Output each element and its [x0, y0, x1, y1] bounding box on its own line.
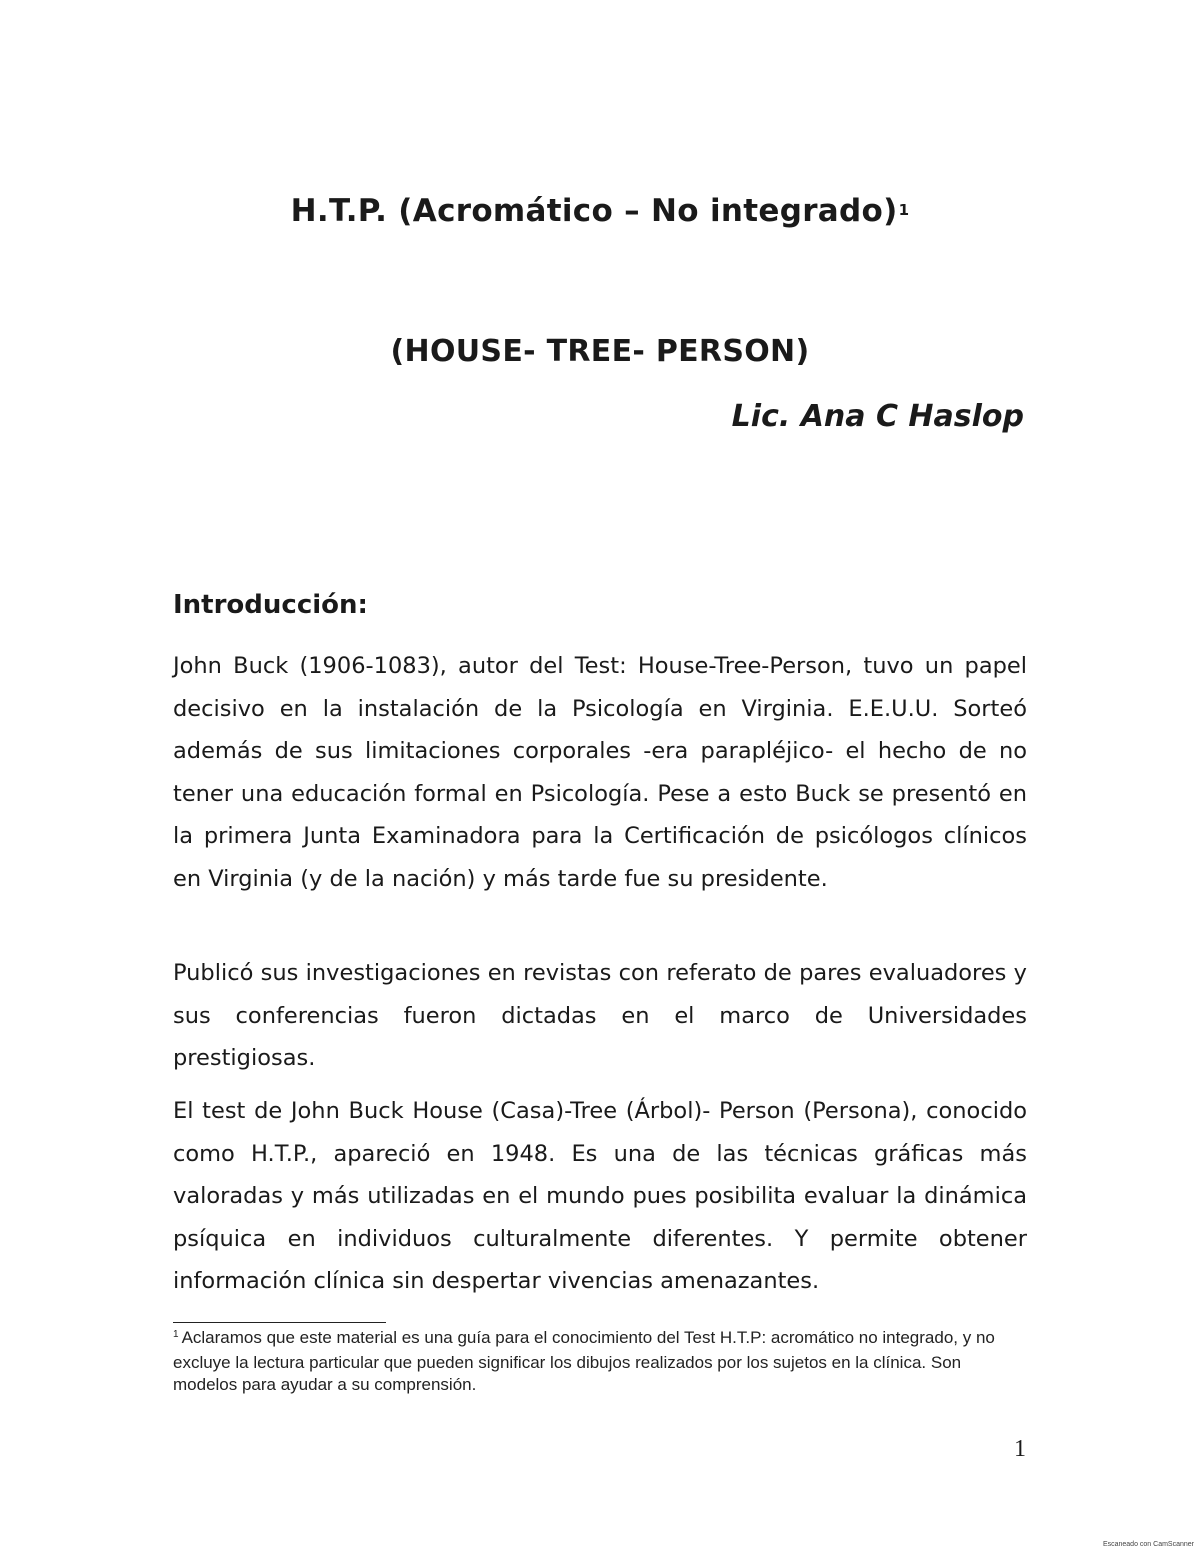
body-paragraph: John Buck (1906-1083), autor del Test: House-Tree-Person, tuvo un papel decisivo en la instalación de la Psicología en Virginia. E.E.U.U. Sorteó además de sus limitaciones corporales -era parapléjico- el hecho de no tener una educación formal en Psicología. Pese a esto Buck se presentó en la primera Junta Examinadora para la Certificación de psicólogos clínicos en Virginia (y de la nación) y más tarde fue su presidente.	[173, 653, 1027, 892]
footnote-separator	[173, 1322, 386, 1323]
scanner-watermark: Escaneado con CamScanner	[1102, 1541, 1194, 1548]
document-subtitle: (HOUSE- TREE- PERSON)	[390, 334, 810, 369]
body-paragraph: El test de John Buck House (Casa)-Tree (Árbol)- Person (Persona), conocido como H.T.P., apareció en 1948. Es una de las técnicas gráficas más valoradas y más utilizadas en el mundo pues posibilita evaluar la dinámica psíquica en individuos culturalmente diferentes. Y permite obtener información clínica sin despertar vivencias amenazantes.	[173, 1098, 1027, 1295]
footnote-mark: 1	[173, 1329, 179, 1340]
footnote	[173, 1327, 1003, 1396]
document-title	[0, 193, 1200, 229]
title-footnote-ref[interactable]: 1	[898, 201, 910, 219]
footnote-text: Aclaramos que este material es una guía para el conocimiento del Test H.T.P: acromático no integrado, y no excluye la lectura particular que pueden significar los dibujos realizados por los sujetos en la clínica. Son modelos para ayudar a su comprensión.	[173, 1328, 995, 1394]
body-paragraph: Publicó sus investigaciones en revistas con referato de pares evaluadores y sus conferencias fueron dictadas en el marco de Universidades prestigiosas.	[173, 960, 1027, 1072]
author-name: Lic. Ana C Haslop	[731, 399, 1024, 434]
title-text: H.T.P. (Acromático – No integrado)	[290, 193, 898, 229]
page-number: 1	[1014, 1436, 1026, 1462]
section-heading-introduccion: Introducción:	[173, 590, 368, 620]
